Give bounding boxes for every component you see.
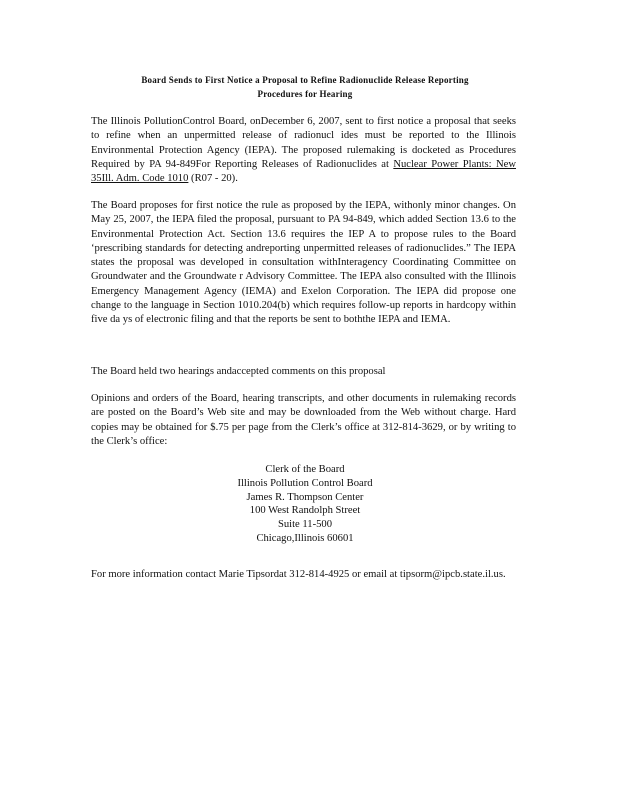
address-line: Chicago,Illinois 60601	[256, 532, 354, 544]
paragraph-hearings: The Board held two hearings andaccepted comments on this proposal	[91, 366, 386, 377]
address-line: Suite 11-500	[277, 519, 333, 531]
address-line: James R. Thompson Center	[246, 491, 364, 503]
address-line: 100 West Randolph Street	[249, 505, 361, 517]
intro-text: The Illinois PollutionControl Board, onDecember 6, 2007, sent to first notice a proposal that seeks to refine when an unpermitted release of radionucl ides must be reported to the Illinois Environmental Protection Agency (IEPA). The proposed rulemaking is docketed as Procedures Required by PA 94-849For Reporting Releases of Radionuclides at	[91, 116, 516, 170]
address-line: Illinois Pollution Control Board	[237, 477, 373, 489]
title-line-1: Board Sends to First Notice a Proposal to Refine Radionuclide Release Reporting	[141, 75, 469, 85]
title-line-2: Procedures for Hearing	[257, 89, 353, 99]
address-line: Clerk of the Board	[265, 464, 345, 475]
paragraph-proposal-details: The Board proposes for first notice the rule as proposed by the IEPA, withonly minor changes. On May 25, 2007, the IEPA filed the proposal, pursuant to PA 94-849, which added Section 13.6 to the Environmental Protection Act. Section 13.6 requires the IEP A to propose rules to the Board ‘prescribing standards for detecting andreporting unpermitted releases of radionuclides.” The IEPA states the proposal was developed in consultation withInteragency Coordinating Committee on Groundwater and the Groundwate r Advisory Committee. The IEPA also consulted with the Illinois Emergency Management Agency (IEMA) and Exelon Corporation. The IEPA did propose one change to the language in Section 1010.204(b) which requires follow-up reports in hardcopy within five da ys of electronic filing and that the reports be sent to boththe IEPA and IEMA.	[91, 200, 516, 326]
clerk-address-block	[200, 463, 410, 546]
paragraph-contact: For more information contact Marie Tipsordat 312-814-4925 or email at tipsorm@ipcb.state.il.us.	[91, 569, 506, 580]
page-title	[90, 73, 520, 101]
paragraph-intro	[91, 115, 516, 186]
paragraph-documents: Opinions and orders of the Board, hearing transcripts, and other documents in rulemaking records are posted on the Board’s Web site and may be downloaded from the Web without charge. Hard copies may be obtained for $.75 per page from the Clerk’s office at 312-814-3629, or by writing to the Clerk’s office:	[91, 393, 516, 447]
docket-number: (R07 - 20).	[188, 173, 238, 185]
docket-title: Nuclear Power Plants: New 35Ill. Adm. Code 1010	[91, 158, 516, 185]
